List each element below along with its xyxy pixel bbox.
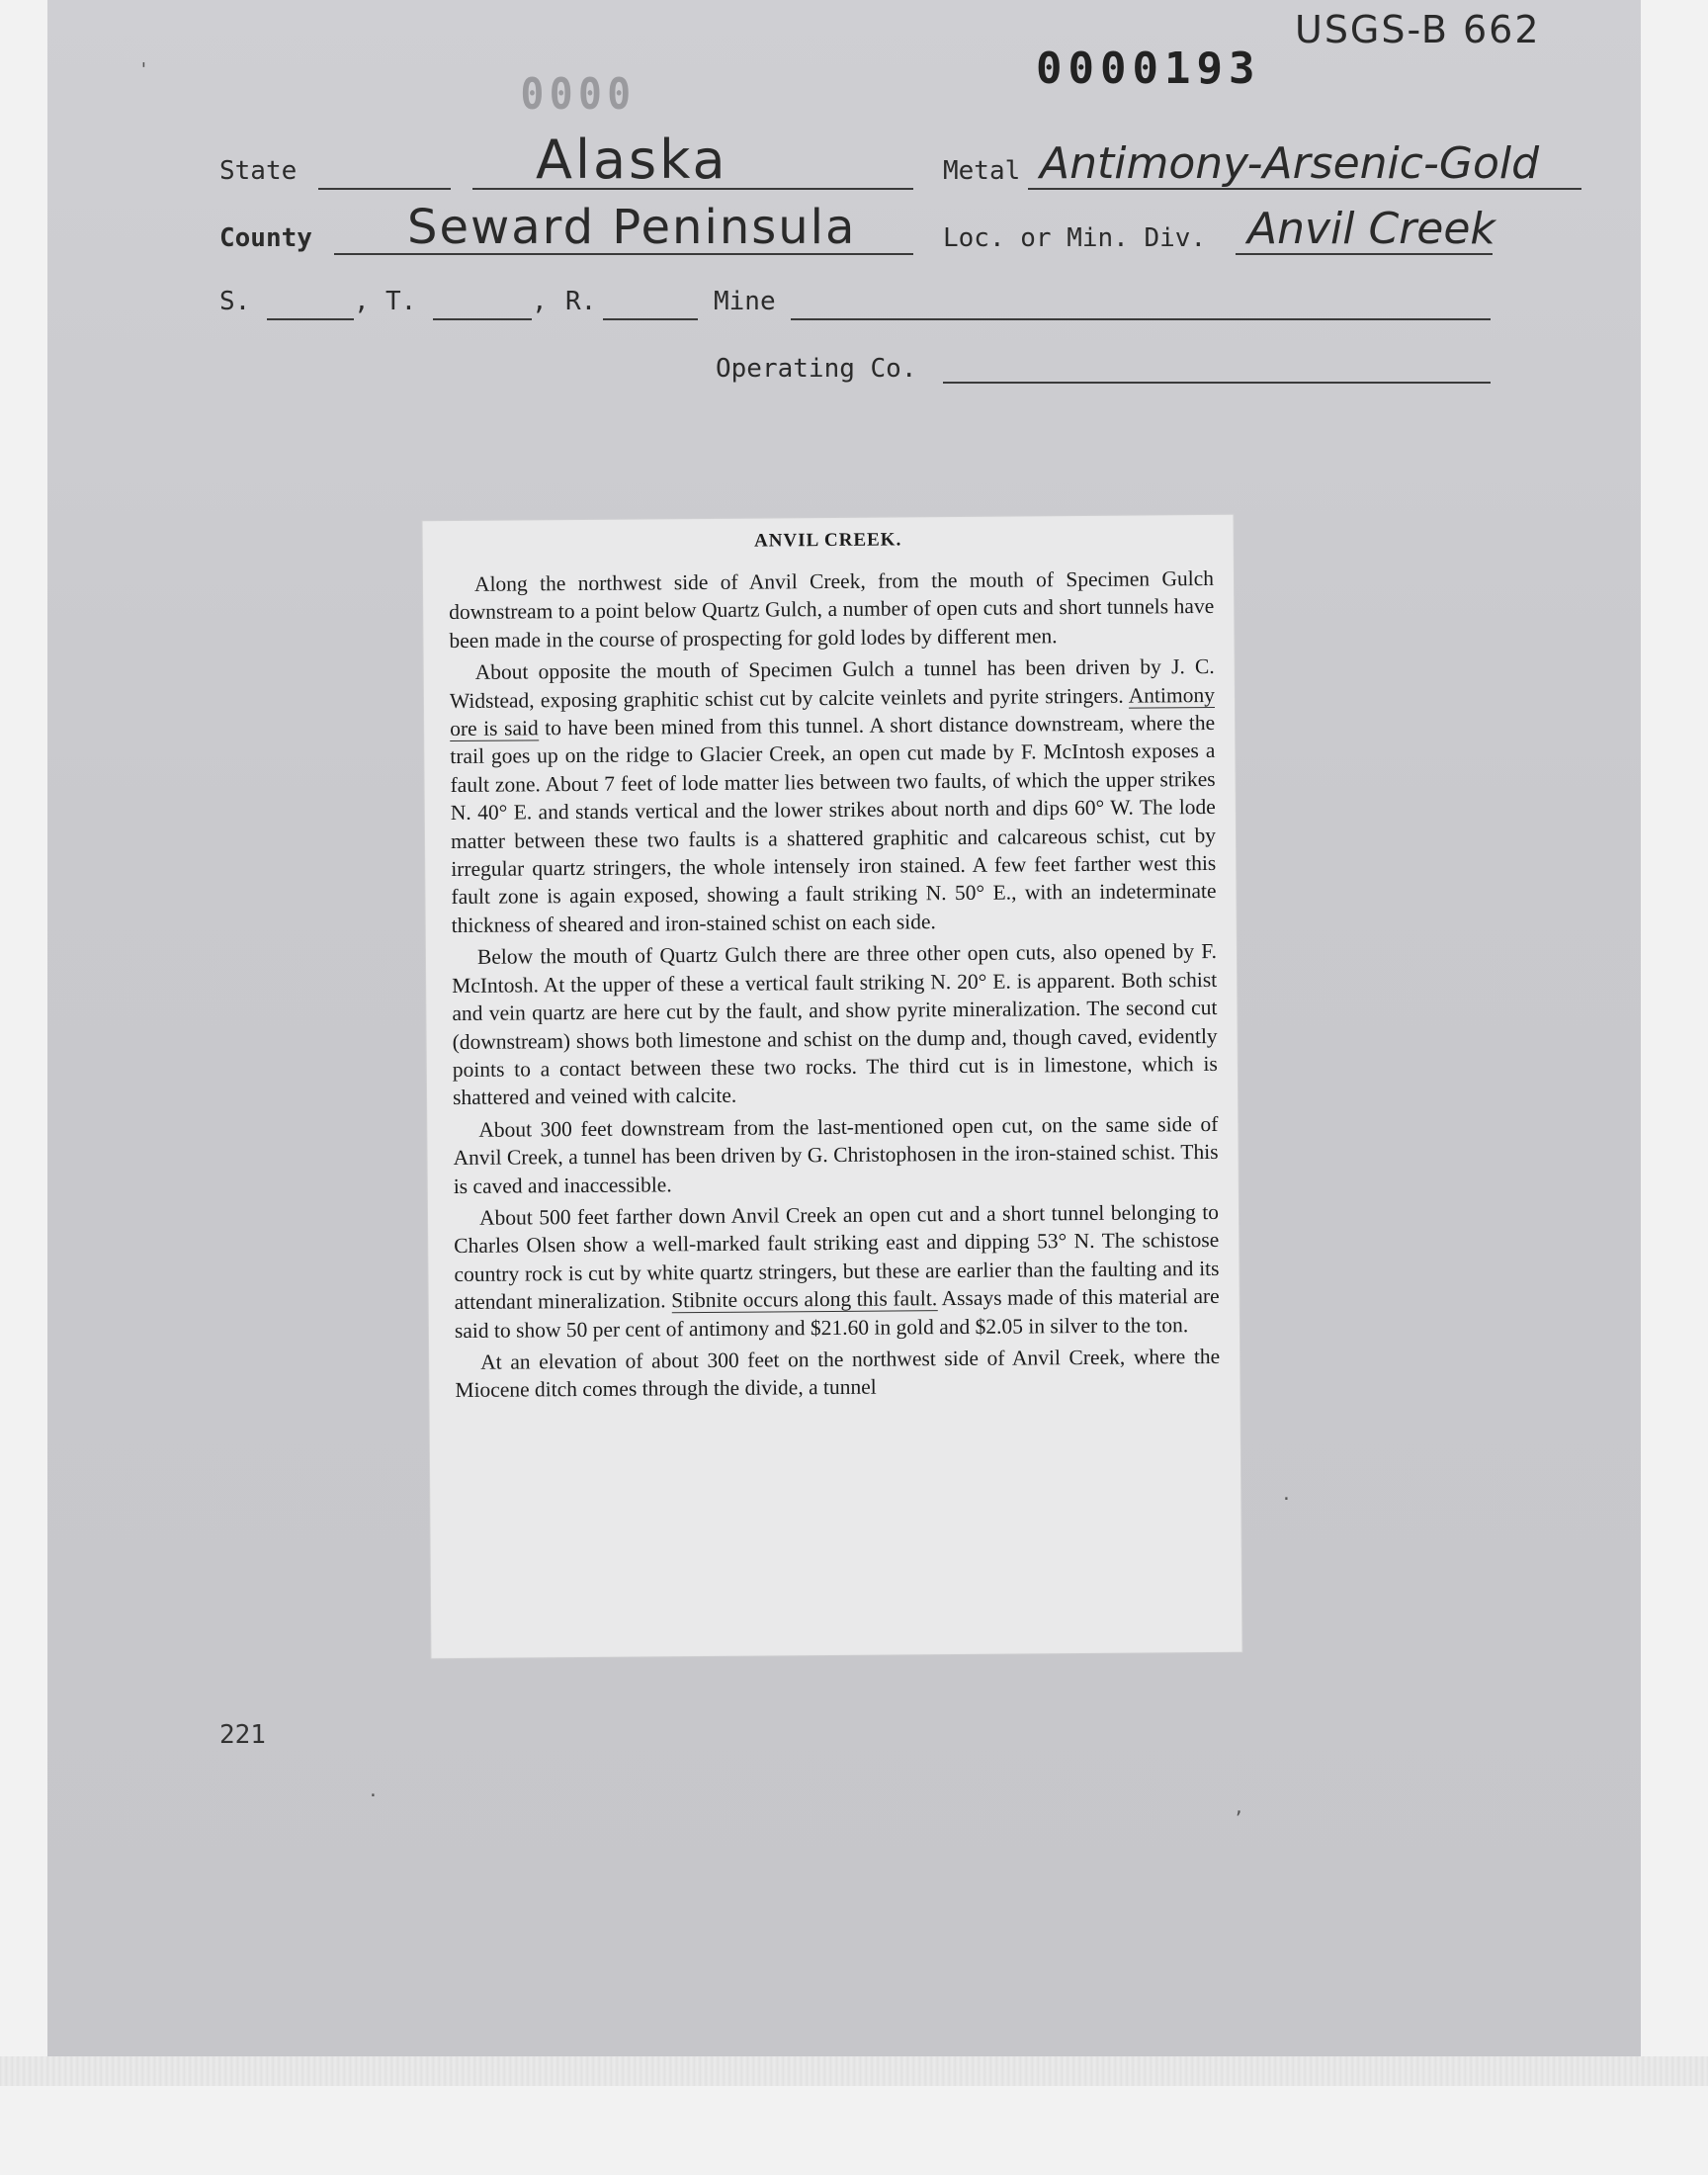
metal-value: Antimony-Arsenic-Gold bbox=[1040, 138, 1540, 189]
township-comma: , bbox=[532, 287, 548, 316]
county-value: Seward Peninsula bbox=[407, 200, 857, 255]
paragraph-3: Below the mouth of Quartz Gulch there are three other open cuts, also opened by F. McIntosh. At the upper of these a vertical fault striking N. 20° E. is apparent. Both schist and vein quartz are here cut by the fault, and show pyrite mineralization. The second cut (downstream) shows both limestone and schist on the dump and, though caved, evidently points to a contact between these two rocks. The third cut is in limestone, which is shattered and veined with calcite. bbox=[452, 939, 1218, 1110]
operating-co-line bbox=[943, 382, 1491, 384]
paragraph-1: Along the northwest side of Anvil Creek, from the mouth of Specimen Gulch downstream to a point below Quartz Gulch, a number of open cuts and short tunnels have been made in the course of prospecting for gold lodes by different men. bbox=[449, 566, 1215, 652]
state-line-a bbox=[318, 188, 451, 190]
county-label: County bbox=[219, 223, 312, 253]
scan-edge bbox=[0, 2056, 1708, 2086]
paragraph-4: About 300 feet downstream from the last-mentioned open cut, on the same side of Anvil Creek, a tunnel has been driven by G. Christophosen in the iron-stained schist. This is caved and inaccessible. bbox=[453, 1111, 1219, 1198]
page-number: 221 bbox=[219, 1720, 266, 1750]
mine-label: Mine bbox=[714, 287, 776, 316]
clipping-title: ANVIL CREEK. bbox=[753, 529, 902, 552]
range-line bbox=[603, 318, 698, 320]
paragraph-6: At an elevation of about 300 feet on the northwest side of Anvil Creek, where the Miocene ditch comes through the divide, a tunnel bbox=[455, 1344, 1221, 1403]
paragraph-2 bbox=[450, 652, 1217, 939]
usgs-handwritten-id: USGS-B 662 bbox=[1295, 8, 1541, 51]
loc-label: Loc. or Min. Div. bbox=[943, 223, 1207, 253]
paragraph-2-part-a: About opposite the mouth of Specimen Gulch a tunnel has been driven by J. C. Widstead, exposing graphitic schist cut by calcite veinlets and pyrite stringers. bbox=[449, 654, 1215, 713]
loc-value: Anvil Creek bbox=[1247, 204, 1495, 254]
state-label: State bbox=[219, 156, 298, 186]
operating-co-label: Operating Co. bbox=[716, 354, 917, 384]
scan-speck: , bbox=[1234, 1797, 1244, 1818]
paragraph-5-part-b: Assays made of this material are said to show 50 per cent of antimony and $21.60 in gold and $2.05 in silver to the ton. bbox=[454, 1284, 1220, 1343]
clipping-body bbox=[449, 565, 1221, 1409]
text-clipping bbox=[422, 515, 1241, 1658]
scan-speck: · bbox=[368, 1785, 379, 1806]
scan-speck: · bbox=[1281, 1489, 1292, 1510]
metal-label: Metal bbox=[943, 156, 1021, 186]
range-label: R. bbox=[565, 287, 597, 316]
document-number-stamp: 0000193 bbox=[1036, 44, 1261, 94]
scan-speck: ' bbox=[138, 59, 149, 80]
underlined-antimony: Antimony ore is said bbox=[450, 682, 1215, 741]
paragraph-2-part-b: to have been mined from this tunnel. A short distance downstream, where the trail goes up on the ridge to Glacier Creek, an open cut made by F. McIntosh exposes a fault zone. About 7 feet of lode matter lies between two faults, of which the upper strikes N. 40° E. and stands vertical and the lower strikes about north and dips 60° W. The lode matter between these two faults is a shattered graphitic and calcareous schist, cut by irregular quartz stringers, the whole intensely iron stained. A few feet farther west this fault zone is again exposed, showing a fault striking N. 50° E., with an indeterminate thickness of sheared and iron-stained schist on each side. bbox=[450, 710, 1217, 937]
township-line bbox=[433, 318, 532, 320]
mine-line bbox=[791, 318, 1491, 320]
paragraph-5 bbox=[454, 1198, 1220, 1345]
state-value: Alaska bbox=[536, 129, 728, 191]
section-comma: , bbox=[354, 287, 370, 316]
faded-stamp: 0000 bbox=[520, 69, 637, 120]
section-label: S. bbox=[219, 287, 251, 316]
section-line bbox=[267, 318, 354, 320]
paragraph-5-part-a: About 500 feet farther down Anvil Creek an open cut and a short tunnel belonging to Charles Olsen show a well-marked fault striking east and dipping 53° N. The schistose country rock is cut by white quartz stringers, but these are earlier than the faulting and its attendant mineralization. bbox=[454, 1199, 1220, 1315]
township-label: T. bbox=[385, 287, 417, 316]
underlined-stibnite: Stibnite occurs along this fault. bbox=[671, 1286, 938, 1313]
